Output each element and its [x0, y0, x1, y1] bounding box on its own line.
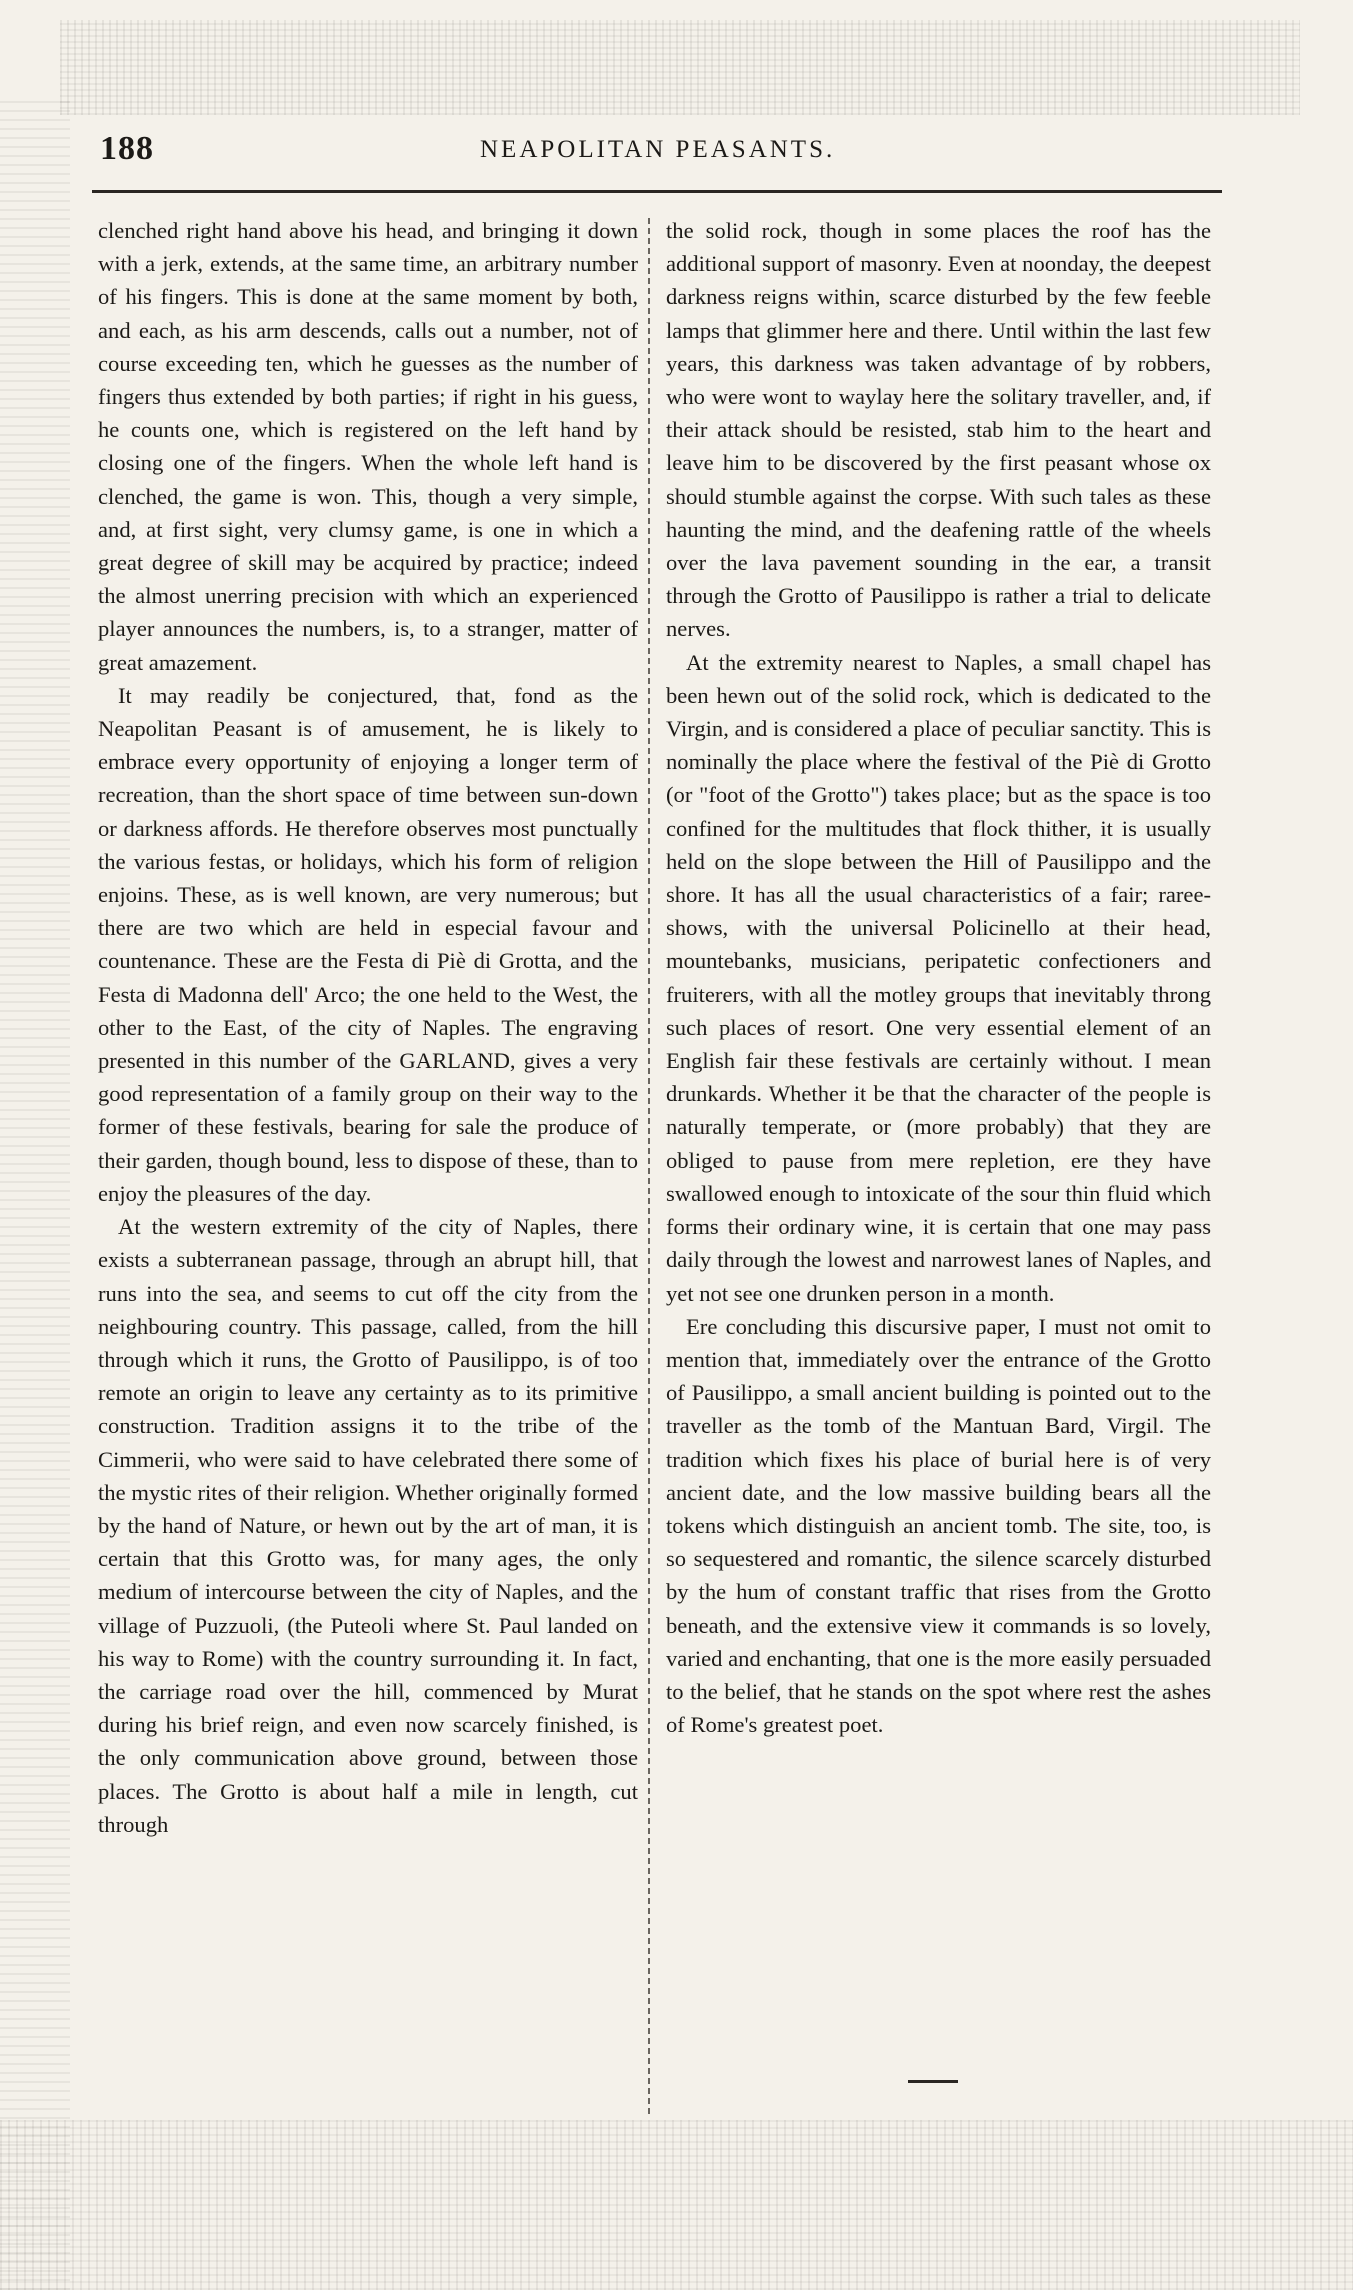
page-header	[100, 130, 1220, 170]
right-column	[666, 214, 1211, 1741]
header-rule	[92, 190, 1222, 193]
section-end-dash	[908, 2080, 958, 2083]
column-divider	[648, 214, 650, 2114]
page-number: 188	[100, 130, 154, 167]
paragraph-5: At the extremity nearest to Naples, a small chapel has been hewn out of the solid rock, which is dedicated to the Virgin, and is considered a place of peculiar sanctity. This is nominally the place where the festival of the Piè di Grotto (or "foot of the Grotto") takes place; but as the space is too confined for the multitudes that flock thither, it is usually held on the slope between the Hill of Pausilippo and the shore. It has all the usual characteristics of a fair; raree-shows, with the universal Policinello at their head, mountebanks, musicians, peripatetic confectioners and fruiterers, with all the motley groups that inevitably throng such places of resort. One very essential element of an English fair these festivals are certainly without. I mean drunkards. Whether it be that the character of the people is naturally temperate, or (more probably) that they are obliged to pause from mere repletion, ere they have swallowed enough to intoxicate of the sour thin fluid which forms their ordinary wine, it is certain that one may pass daily through the lowest and narrowest lanes of Naples, and yet not see one drunken person in a month.	[666, 649, 1211, 1306]
paragraph-4: the solid rock, though in some places the roof has the additional support of masonry. Even at noonday, the deepest darkness reigns within, scarce disturbed by the few feeble lamps that glimmer here and there. Until within the last few years, this darkness was taken advantage of by robbers, who were wont to waylay here the solitary traveller, and, if their attack should be resisted, stab him to the heart and leave him to be discovered by the first peasant whose ox should stumble against the corpse. With such tales as these haunting the mind, and the deafening rattle of the wheels over the lava pavement sounding in the ear, a transit through the Grotto of Pausilippo is rather a trial to delicate nerves.	[666, 218, 1211, 642]
running-title: NEAPOLITAN PEASANTS.	[480, 136, 836, 163]
left-column	[98, 214, 638, 1841]
paragraph-2: It may readily be conjectured, that, fond as the Neapolitan Peasant is of amusement, he is likely to embrace every opportunity of enjoying a longer term of recreation, than the short space of time between sun-down or darkness affords. He therefore observes most punctually the various festas, or holidays, which his form of religion enjoins. These, as is well known, are very numerous; but there are two which are held in especial favour and countenance. These are the Festa di Piè di Grotta, and the Festa di Madonna dell' Arco; the one held to the West, the other to the East, of the city of Naples. The engraving presented in this number of the GARLAND, gives a very good representation of a family group on their way to the former of these festivals, bearing for sale the produce of their garden, though bound, less to dispose of these, than to enjoy the pleasures of the day.	[98, 682, 638, 1206]
paper-noise-top	[60, 20, 1300, 115]
paper-noise-left	[0, 100, 70, 2290]
paragraph-3: At the western extremity of the city of Naples, there exists a subterranean passage, through an abrupt hill, that runs into the sea, and seems to cut off the city from the neighbouring country. This passage, called, from the hill through which it runs, the Grotto of Pausilippo, is of too remote an origin to leave any certainty as to its primitive construction. Tradition assigns it to the tribe of the Cimmerii, who were said to have celebrated there some of the mystic rites of their religion. Whether originally formed by the hand of Nature, or hewn out by the art of man, it is certain that this Grotto was, for many ages, the only medium of intercourse between the city of Naples, and the village of Puzzuoli, (the Puteoli where St. Paul landed on his way to Rome) with the country surrounding it. In fact, the carriage road over the hill, commenced by Murat during his brief reign, and even now scarcely finished, is the only communication above ground, between those places. The Grotto is about half a mile in length, cut through	[98, 1214, 638, 1837]
paragraph-6: Ere concluding this discursive paper, I must not omit to mention that, immediately over the entrance of the Grotto of Pausilippo, a small ancient building is pointed out to the traveller as the tomb of the Mantuan Bard, Virgil. The tradition which fixes his place of burial here is of very ancient date, and the low massive building bears all the tokens which distinguish an ancient tomb. The site, too, is so sequestered and romantic, the silence scarcely disturbed by the hum of constant traffic that rises from the Grotto beneath, and the extensive view it commands is so lovely, varied and enchanting, that one is the more easily persuaded to the belief, that he stands on the spot where rest the ashes of Rome's greatest poet.	[666, 1313, 1211, 1738]
paragraph-1: clenched right hand above his head, and bringing it down with a jerk, extends, at the same time, an arbitrary number of his fingers. This is done at the same moment by both, and each, as his arm descends, calls out a number, not of course exceeding ten, which he guesses as the number of fingers thus extended by both parties; if right in his guess, he counts one, which is registered on the left hand by closing one of the fingers. When the whole left hand is clenched, the game is won. This, though a very simple, and, at first sight, very clumsy game, is one in which a great degree of skill may be acquired by practice; indeed the almost unerring precision with which an experienced player announces the numbers, is, to a stranger, matter of great amazement.	[98, 218, 638, 675]
paper-noise-bottom	[0, 2120, 1353, 2290]
